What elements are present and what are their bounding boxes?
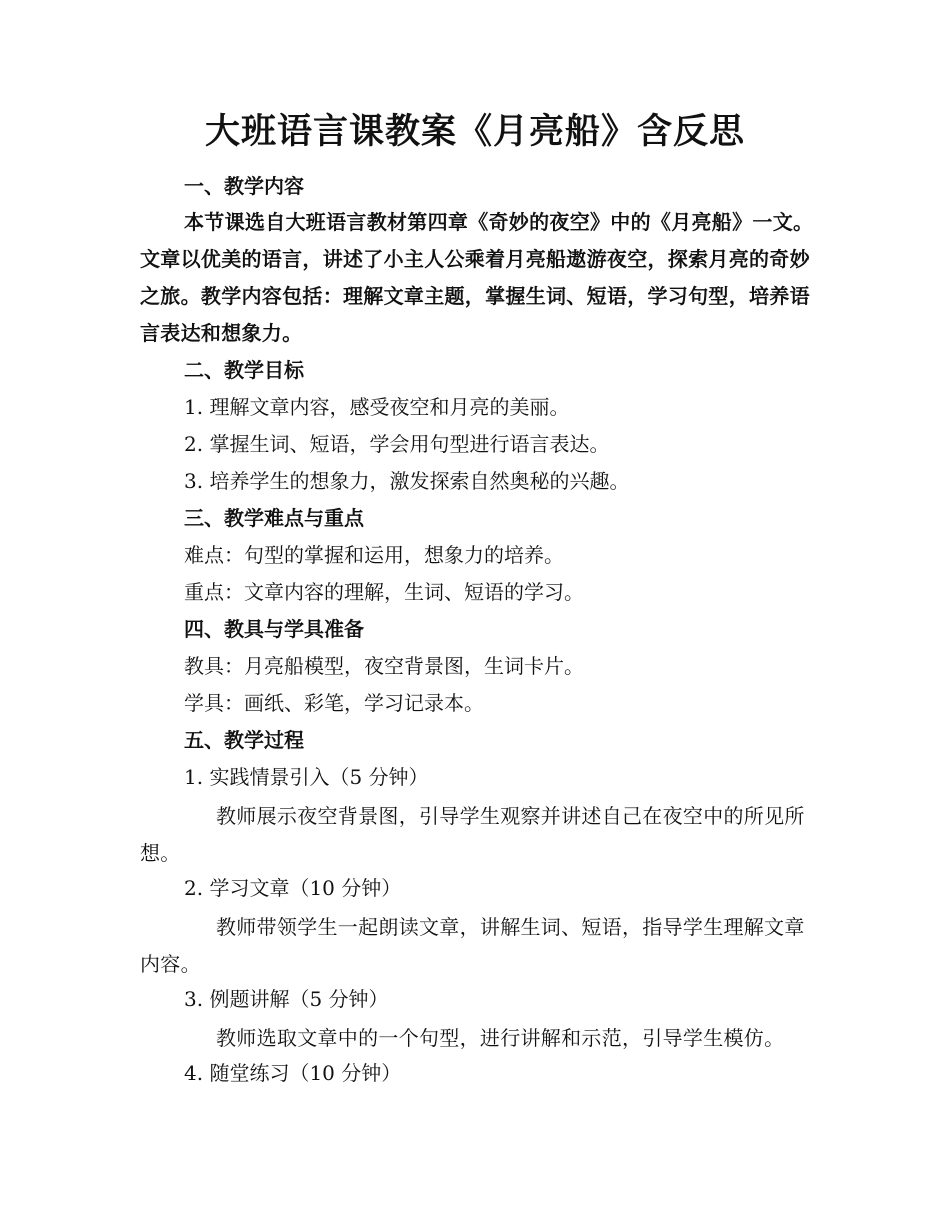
objective-item: 3. 培养学生的想象力，激发探索自然奥秘的兴趣。: [184, 469, 630, 493]
student-tools-text: 学具：画纸、彩笔，学习记录本。: [184, 691, 484, 715]
process-step-text: 教师选取文章中的一个句型，进行讲解和示范，引导学生模仿。: [216, 1026, 785, 1050]
content-paragraph: 本节课选自大班语言教材第四章《奇妙的夜空》中的《月亮船》一文。文章以优美的语言，讲述了小主人公乘着月亮船遨游夜空，探索月亮的奇妙之旅。教学内容包括：理解文章主题，掌握生词、短语，学习句型，培养语言表达和想象力。: [140, 210, 814, 345]
section-heading-objectives: 二、教学目标: [184, 358, 304, 382]
difficulty-text: 难点：句型的掌握和运用，想象力的培养。: [184, 543, 564, 567]
process-step-title: 4. 随堂练习（10 分钟）: [184, 1061, 402, 1085]
process-step-text: 教师展示夜空背景图，引导学生观察并讲述自己在夜空中的所见所想。: [140, 804, 805, 865]
objective-item: 1. 理解文章内容，感受夜空和月亮的美丽。: [184, 395, 570, 419]
process-step-text: 教师带领学生一起朗读文章，讲解生词、短语，指导学生理解文章内容。: [140, 915, 805, 976]
process-step-title: 3. 例题讲解（5 分钟）: [184, 987, 389, 1011]
teacher-tools-text: 教具：月亮船模型，夜空背景图，生词卡片。: [184, 654, 584, 678]
document-title: 大班语言课教案《月亮船》含反思: [204, 111, 745, 152]
section-heading-process: 五、教学过程: [184, 728, 304, 752]
process-step-title: 2. 学习文章（10 分钟）: [184, 876, 402, 900]
objective-item: 2. 掌握生词、短语，学会用句型进行语言表达。: [184, 432, 610, 456]
section-heading-tools: 四、教具与学具准备: [184, 617, 364, 641]
process-step-title: 1. 实践情景引入（5 分钟）: [184, 765, 429, 789]
focus-text: 重点：文章内容的理解，生词、短语的学习。: [184, 580, 584, 604]
section-heading-content: 一、教学内容: [184, 174, 304, 198]
section-heading-difficulty: 三、教学难点与重点: [184, 506, 364, 530]
